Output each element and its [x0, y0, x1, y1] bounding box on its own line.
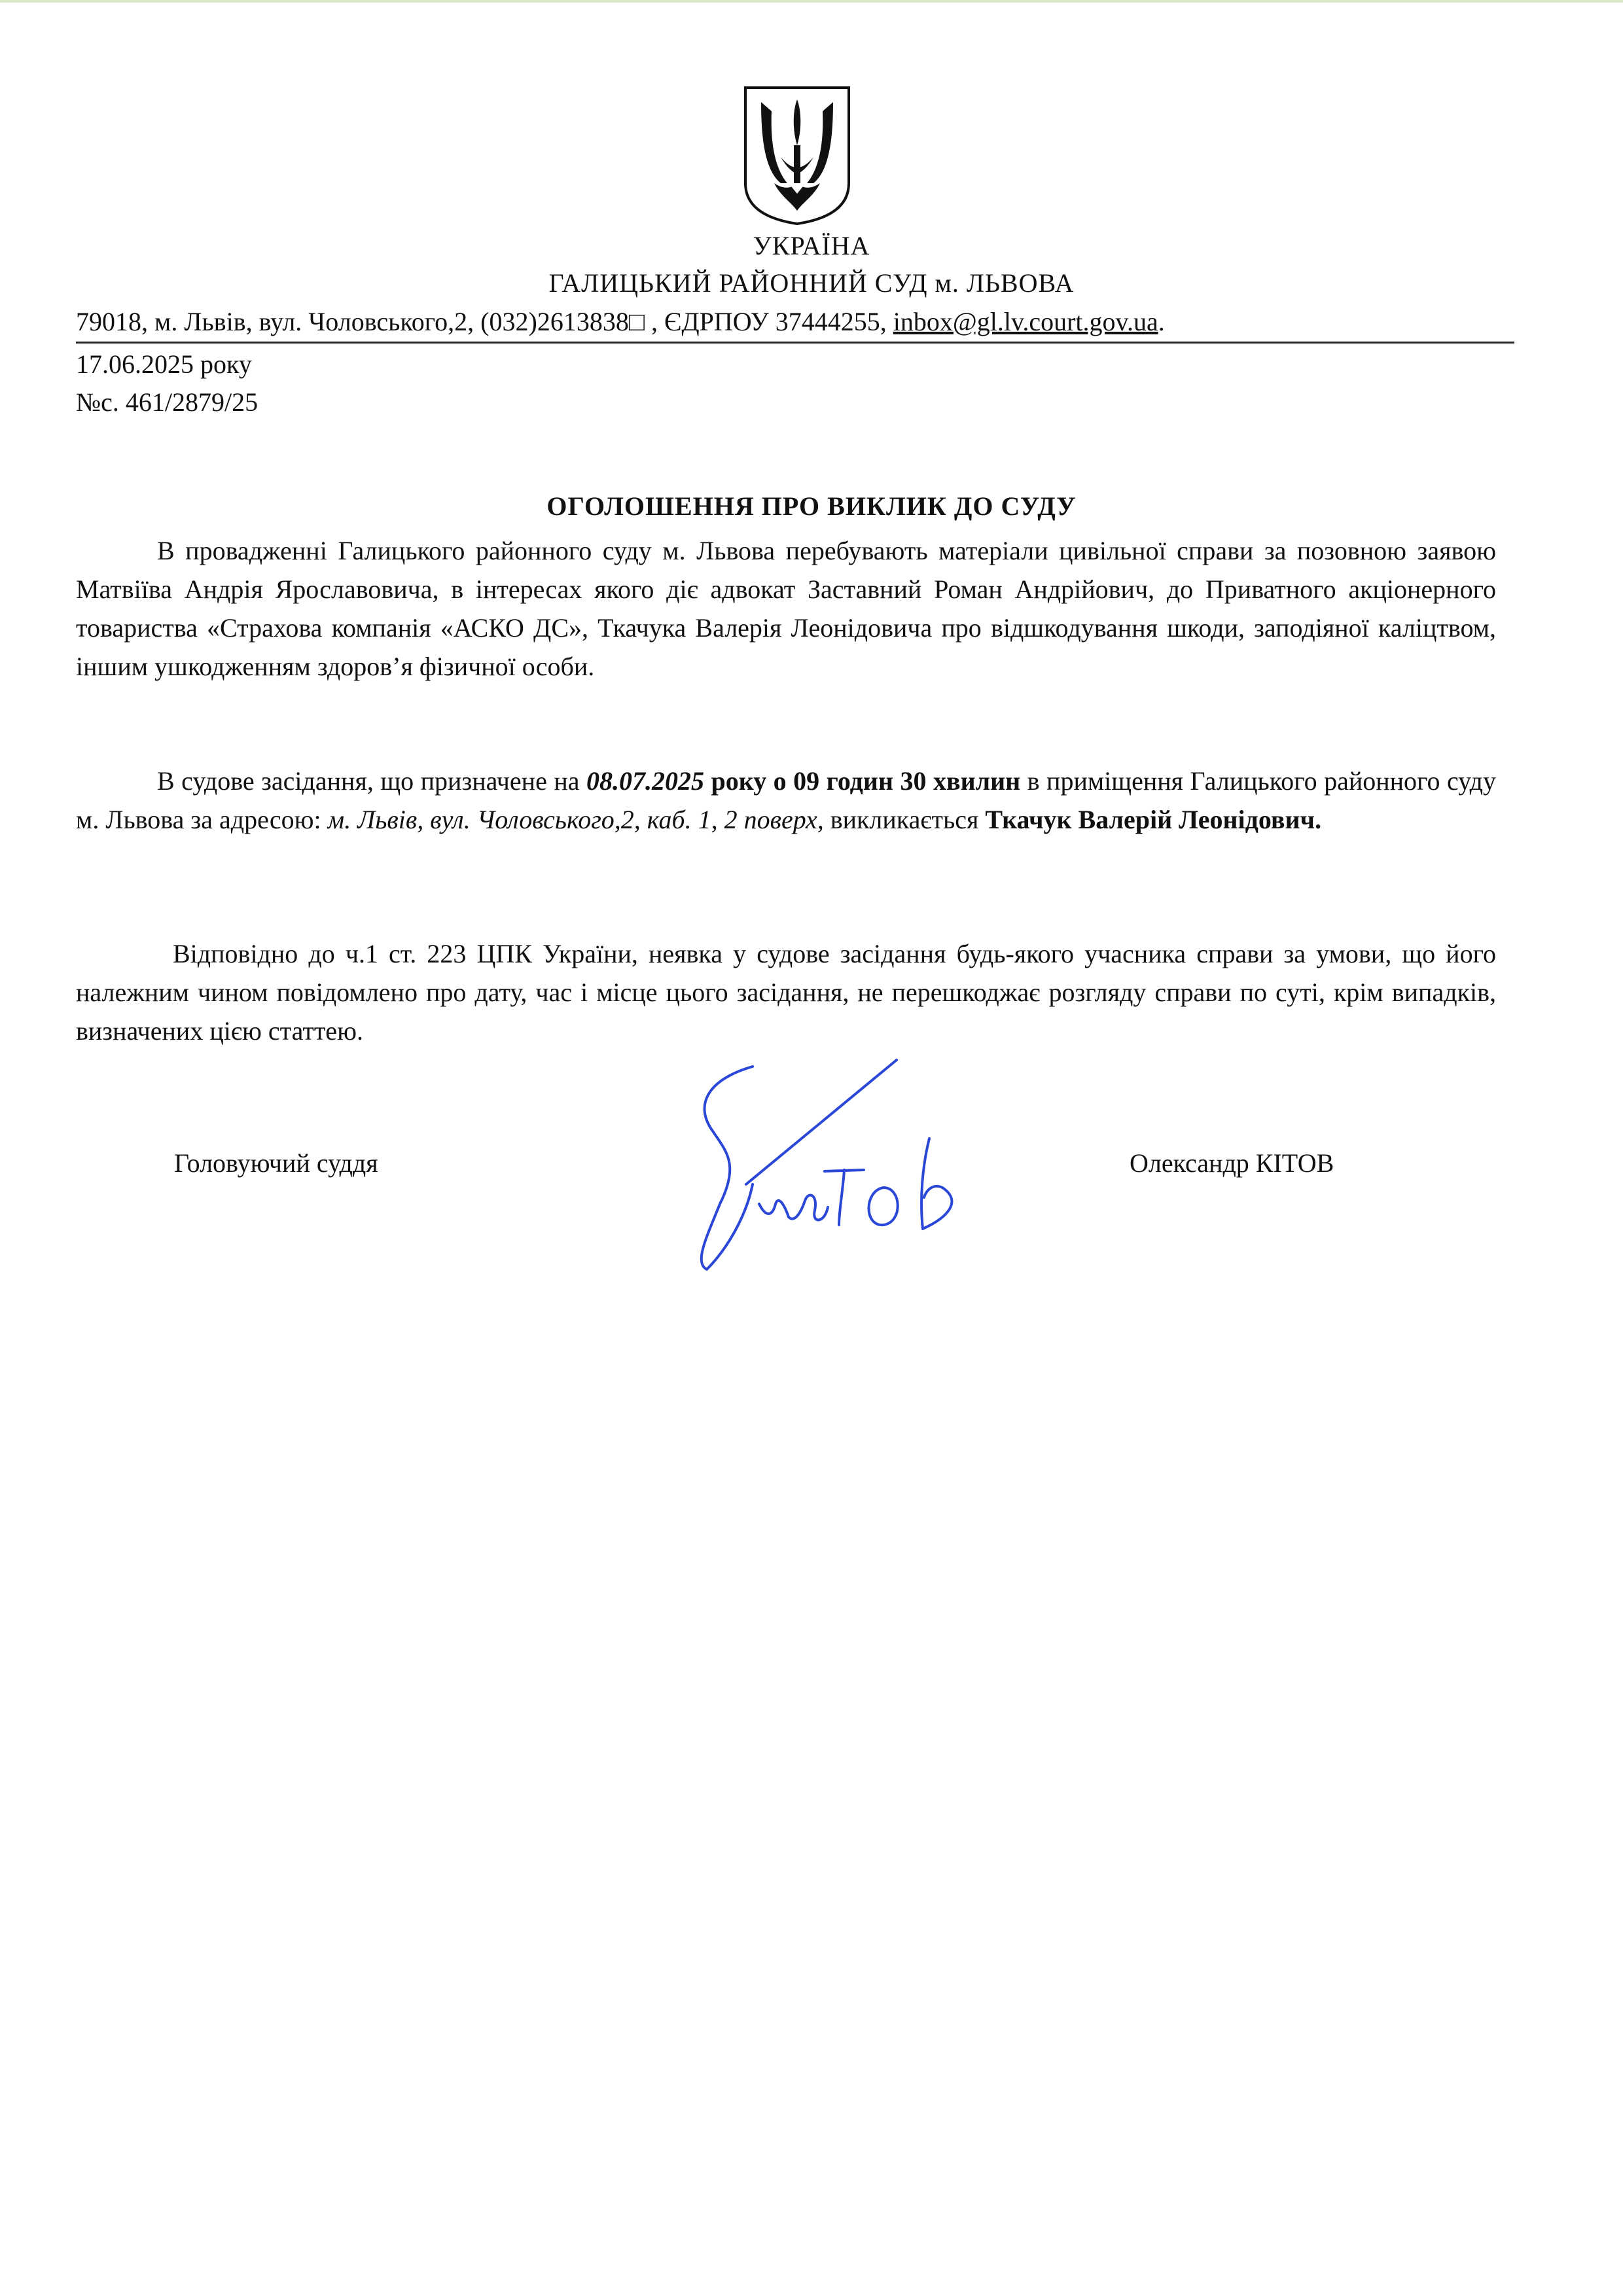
handwritten-signature: [668, 1053, 995, 1276]
judge-name: Олександр КІТОВ: [1130, 1148, 1334, 1178]
email-suffix: .: [1158, 307, 1165, 336]
hearing-time: року о 09 годин 30 хвилин: [704, 766, 1021, 796]
court-email-link[interactable]: inbox@gl.lv.court.gov.ua: [893, 307, 1158, 336]
coat-of-arms-trident-icon: [741, 85, 853, 226]
hearing-lead-text: В судове засідання, що призначене на: [157, 766, 586, 796]
paragraph-case-description: [76, 531, 1496, 686]
judge-role-label: Головуючий суддя: [174, 1148, 378, 1178]
case-number: №с. 461/2879/25: [76, 387, 259, 417]
hearing-location: м. Львів, вул. Чоловського,2, каб. 1, 2 поверх,: [327, 805, 824, 834]
hearing-date: 08.07.2025: [586, 766, 704, 796]
court-contact-line: [76, 306, 1165, 337]
hearing-middle-text: в приміщення Галицького районного суду м. Львова за адресою:: [76, 766, 1497, 834]
summons-text: викликається: [823, 805, 986, 834]
paragraph-legal-notice-text: Відповідно до ч.1 ст. 223 ЦПК України, неявка у судове засідання будь-якого учасника справи за умови, що його належним чином повідомлено про дату, час і місце цього засідання, не перешкоджає розгляду справи по суті, крім випадків, визначених цією статтею.: [76, 939, 1496, 1046]
paragraph-legal-notice: [76, 934, 1496, 1050]
header-divider: [76, 342, 1514, 344]
document-title: ОГОЛОШЕННЯ ПРО ВИКЛИК ДО СУДУ: [546, 491, 1077, 521]
court-address-text: 79018, м. Львів, вул. Чоловського,2, (032)2613838□ , ЄДРПОУ 37444255,: [76, 307, 893, 336]
court-name-heading: ГАЛИЦЬКИЙ РАЙОННИЙ СУД м. ЛЬВОВА: [548, 268, 1075, 298]
paragraph-hearing-summons: [76, 762, 1496, 839]
country-heading: УКРАЇНА: [753, 231, 870, 260]
document-date: 17.06.2025 року: [76, 349, 252, 379]
paragraph-case-description-text: В провадженні Галицького районного суду м. Львова перебувають матеріали цивільної справи за позовною заявою Матвіїва Андрія Ярославовича, в інтересах якого діє адвокат Заставний Роман Андрійович, до Приватного акціонерного товариства «Страхова компанія «АСКО ДС», Ткачука Валерія Леонідовича про відшкодування шкоди, заподіяної каліцтвом, іншим ушкодженням здоров’я фізичної особи.: [76, 536, 1496, 681]
summoned-person: Ткачук Валерій Леонідович.: [985, 805, 1322, 834]
scan-top-edge: [0, 0, 1623, 3]
